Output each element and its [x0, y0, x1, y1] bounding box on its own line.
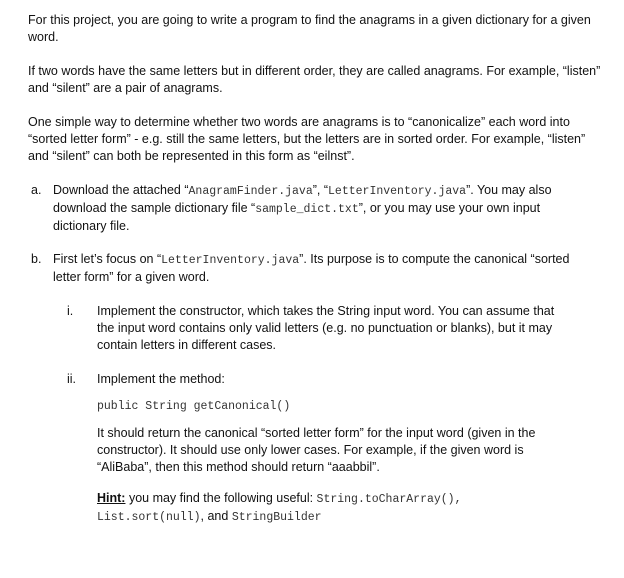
item-a-text-4: ”, or you may use your own input dictionary file. — [53, 201, 541, 233]
code-anagramfinder: AnagramFinder.java — [188, 185, 313, 198]
item-b-text-2: ”. Its purpose is to compute the canonical “sorted letter form” for a given word. — [53, 252, 570, 284]
hint-text-1: you may find the following useful: — [125, 491, 317, 505]
code-method-signature: public String getCanonical() — [97, 400, 291, 413]
item-a-text-1: Download the attached “ — [53, 183, 189, 197]
sub-ii-description: It should return the canonical “sorted letter form” for the input word (given in the constructor). It should use only lower cases. For example, if the given word is “AliBaba”, then this method should return “aaabbil”. — [97, 426, 536, 474]
sub-marker-ii: ii. — [67, 372, 77, 386]
hint-paragraph — [97, 490, 572, 526]
sub-ii-heading: Implement the method: — [97, 372, 225, 386]
sub-i-text: Implement the constructor, which takes the String input word. You can assume that the input word contains only valid letters (e.g. no punctuation or blanks), but it may contain letters in different cases. — [97, 304, 555, 352]
intro-paragraph-2: If two words have the same letters but in different order, they are called anagrams. For example, “listen” and “silent” are a pair of anagrams. — [28, 64, 601, 95]
item-a-text-3: ”. You may also download the sample dictionary file “ — [53, 183, 552, 215]
sub-marker-i: i. — [67, 304, 74, 318]
item-a-text — [53, 182, 573, 235]
list-marker-a: a. — [31, 183, 42, 197]
item-b-text — [53, 251, 573, 286]
intro-paragraph-1: For this project, you are going to write a program to find the anagrams in a given dictionary for a given word. — [28, 13, 591, 44]
intro-paragraph-3: One simple way to determine whether two words are anagrams is to “canonicalize” each word into “sorted letter form” - e.g. still the same letters, but the letters are in sorted order. For example, “listen” and “silent” can both be represented in this form as “eilnst”. — [28, 115, 586, 163]
code-stringbuilder: StringBuilder — [231, 511, 322, 524]
code-list-sort: List.sort(null) — [97, 511, 201, 524]
code-letterinventory: LetterInventory.java — [328, 185, 467, 198]
item-a-text-2: ”, “ — [312, 183, 329, 197]
hint-text-2: , and — [200, 509, 232, 523]
hint-label: Hint: — [97, 491, 126, 505]
item-b-text-1: First let’s focus on “ — [53, 252, 162, 266]
code-letterinventory-b: LetterInventory.java — [161, 254, 300, 267]
code-tochararray: String.toCharArray(), — [316, 493, 462, 506]
list-marker-b: b. — [31, 252, 42, 266]
code-sample-dict: sample_dict.txt — [255, 203, 359, 216]
